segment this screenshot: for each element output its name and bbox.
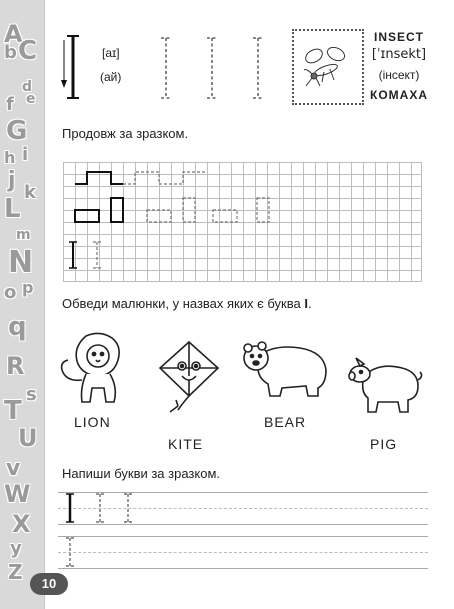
picture-label-bear: BEAR xyxy=(264,414,307,430)
sidebar-letter: v xyxy=(6,456,21,481)
sidebar-letter: N xyxy=(8,245,34,280)
letter-transcription: [aɪ] xyxy=(102,46,120,60)
sidebar-letter: e xyxy=(26,91,36,107)
sidebar-letter: m xyxy=(16,227,31,243)
alphabet-sidebar xyxy=(0,0,45,609)
bear-icon[interactable] xyxy=(238,336,330,398)
page-number: 10 xyxy=(30,573,68,595)
word-ua-reading: (інсект) xyxy=(378,68,420,82)
word-translation: КОМАХА xyxy=(370,88,428,102)
pig-icon[interactable] xyxy=(348,354,424,416)
sidebar-letter: Z xyxy=(8,560,23,584)
lion-icon[interactable] xyxy=(56,330,136,410)
sidebar-letter: h xyxy=(4,148,16,167)
sidebar-letter: o xyxy=(4,282,17,303)
task2-instruction-text: Обведи малюнки, у назвах яких є буква xyxy=(62,296,301,311)
grid-patterns xyxy=(63,162,421,281)
header-tracing-letters xyxy=(152,36,272,102)
insect-icon xyxy=(300,42,352,88)
sidebar-letter: R xyxy=(6,352,25,380)
word-english: INSECT xyxy=(373,30,424,44)
sidebar-letter: p xyxy=(22,278,34,297)
sidebar-letter: C xyxy=(18,36,38,66)
letter-stroke-diagram xyxy=(60,32,84,104)
sidebar-letter: y xyxy=(10,538,22,559)
task1-instruction: Продовж за зразком. xyxy=(62,126,189,141)
task2-instruction-end: . xyxy=(307,296,312,311)
sidebar-letter: L xyxy=(4,194,21,224)
sidebar-letter: s xyxy=(26,384,37,405)
writing-sample-letters xyxy=(58,490,158,572)
sidebar-letter: q xyxy=(8,312,27,342)
sidebar-letter: G xyxy=(6,116,28,146)
sidebar-letter: W xyxy=(4,480,31,508)
task2-instruction-letter: I xyxy=(304,296,308,311)
sidebar-letter: d xyxy=(22,79,33,95)
picture-label-lion: LION xyxy=(74,414,111,430)
picture-label-pig: PIG xyxy=(370,436,398,452)
word-transcription: [ˈɪnsekt] xyxy=(371,47,427,62)
sidebar-letter: j xyxy=(8,168,16,193)
sidebar-letter: b xyxy=(4,42,17,63)
kite-icon[interactable] xyxy=(156,340,222,416)
sidebar-letter: k xyxy=(24,182,36,203)
sidebar-letter: X xyxy=(12,510,31,538)
picture-label-kite: KITE xyxy=(168,436,204,452)
sidebar-letter: i xyxy=(22,144,29,165)
task2-instruction xyxy=(62,296,312,311)
sidebar-letter: T xyxy=(4,396,22,426)
sidebar-letter: A xyxy=(4,20,23,48)
letter-ua-reading: (ай) xyxy=(100,70,122,84)
sidebar-letter: f xyxy=(6,94,14,115)
sidebar-letter: U xyxy=(18,424,38,452)
task3-instruction: Напиши букви за зразком. xyxy=(62,466,220,481)
